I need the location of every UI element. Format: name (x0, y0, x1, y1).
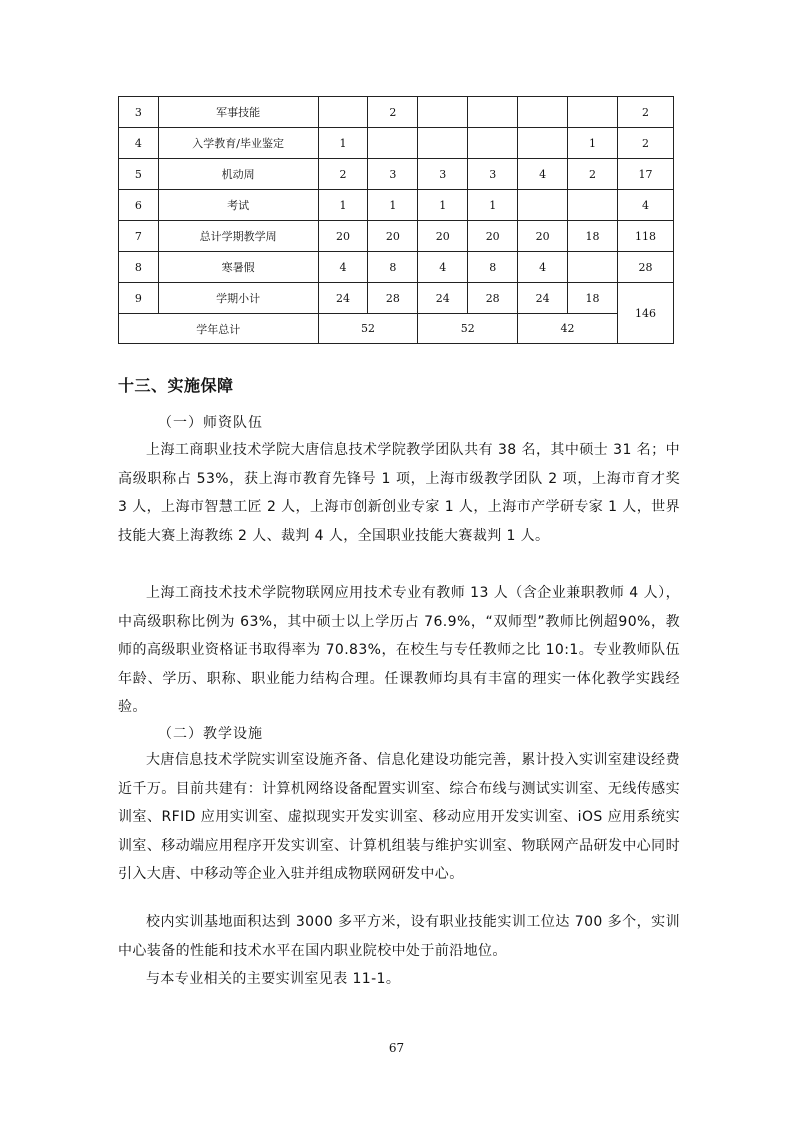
row-item: 机动周 (158, 159, 318, 190)
row-number: 6 (119, 190, 159, 221)
year-total-row (119, 314, 674, 344)
semester-cell: 20 (418, 221, 468, 252)
row-total: 118 (617, 221, 673, 252)
semester-cell: 18 (568, 283, 618, 314)
year-total-cell: 52 (318, 314, 418, 344)
year-total-label: 学年总计 (119, 314, 319, 344)
semester-cell: 3 (468, 159, 518, 190)
row-number: 9 (119, 283, 159, 314)
subsection-title-facilities: （二）教学设施 (158, 726, 263, 742)
semester-cell: 1 (318, 128, 368, 159)
semester-cell (568, 97, 618, 128)
semester-cell: 20 (468, 221, 518, 252)
semester-cell (418, 97, 468, 128)
semester-cell (468, 128, 518, 159)
paragraph-lab-table-ref: 与本专业相关的主要实训室见表 11-1。 (146, 971, 401, 987)
semester-cell (468, 97, 518, 128)
semester-cell: 3 (368, 159, 418, 190)
semester-cell: 1 (368, 190, 418, 221)
row-item: 总计学期教学周 (158, 221, 318, 252)
semester-cell: 28 (468, 283, 518, 314)
row-item: 考试 (158, 190, 318, 221)
semester-cell: 24 (518, 283, 568, 314)
semester-cell: 18 (568, 221, 618, 252)
semester-cell: 2 (318, 159, 368, 190)
row-total: 28 (617, 252, 673, 283)
semester-cell: 8 (368, 252, 418, 283)
table-row (119, 97, 674, 128)
year-total-cell: 42 (518, 314, 618, 344)
semester-cell: 4 (518, 252, 568, 283)
year-total-cell: 52 (418, 314, 518, 344)
paragraph-training-base: 校内实训基地面积达到 3000 多平方米，设有职业技能实训工位达 700 多个，实训中心装备的性能和技术水平在国内职业院校中处于前沿地位。 (118, 914, 680, 959)
row-number: 8 (119, 252, 159, 283)
semester-cell (518, 97, 568, 128)
semester-cell (568, 252, 618, 283)
row-total: 17 (617, 159, 673, 190)
semester-cell: 28 (368, 283, 418, 314)
semester-cell: 4 (318, 252, 368, 283)
row-total: 4 (617, 190, 673, 221)
table-row (119, 221, 674, 252)
semester-cell: 20 (368, 221, 418, 252)
teaching-schedule-table (118, 96, 674, 344)
semester-cell: 20 (518, 221, 568, 252)
section-title: 十三、实施保障 (118, 376, 234, 395)
table-row (119, 283, 674, 314)
semester-cell: 1 (568, 128, 618, 159)
semester-cell: 2 (368, 97, 418, 128)
table-row (119, 190, 674, 221)
semester-cell: 1 (318, 190, 368, 221)
semester-cell: 4 (418, 252, 468, 283)
paragraph-faculty-team: 上海工商职业技术学院大唐信息技术学院教学团队共有 38 名，其中硕士 31 名；中高级职称占 53%，获上海市教育先锋号 1 项，上海市级教学团队 2 项，上海市育才奖 3 人，上海市智慧工匠 2 人，上海市创新创业专家 1 人，上海市产学研专家 1 人，世界技能大赛上海教练 2 人、裁判 4 人，全国职业技能大赛裁判 1 人。 (118, 442, 680, 544)
row-item: 入学教育/毕业鉴定 (158, 128, 318, 159)
paragraph-labs: 大唐信息技术学院实训室设施齐备、信息化建设功能完善，累计投入实训室建设经费近千万。目前共建有：计算机网络设备配置实训室、综合布线与测试实训室、无线传感实训室、RFID 应用实训室、虚拟现实开发实训室、移动应用开发实训室、iOS 应用系统实训室、移动端应用程序开发实训室、计算机组装与维护实训室、物联网产品研发中心同时引入大唐、中移动等企业入驻并组成物联网研发中心。 (118, 752, 680, 883)
semester-cell (518, 190, 568, 221)
semester-cell: 3 (418, 159, 468, 190)
semester-cell: 1 (468, 190, 518, 221)
semester-cell: 24 (318, 283, 368, 314)
semester-cell: 1 (418, 190, 468, 221)
semester-cell: 8 (468, 252, 518, 283)
subsection-title-faculty: （一）师资队伍 (158, 415, 263, 431)
table-row (119, 252, 674, 283)
semester-cell: 20 (318, 221, 368, 252)
table-row (119, 159, 674, 190)
row-item: 寒暑假 (158, 252, 318, 283)
table-row (119, 128, 674, 159)
grand-total: 146 (617, 283, 673, 344)
row-number: 5 (119, 159, 159, 190)
row-item: 军事技能 (158, 97, 318, 128)
semester-cell: 4 (518, 159, 568, 190)
row-number: 3 (119, 97, 159, 128)
semester-cell (518, 128, 568, 159)
semester-cell (568, 190, 618, 221)
row-total: 2 (617, 97, 673, 128)
paragraph-iot-faculty: 上海工商技术技术学院物联网应用技术专业有教师 13 人（含企业兼职教师 4 人），中高级职称比例为 63%，其中硕士以上学历占 76.9%，“双师型”教师比例超90%，教师的高级职业资格证书取得率为 70.83%，在校生与专任教师之比 10:1。专业教师队伍年龄、学历、职称、职业能力结构合理。任课教师均具有丰富的理实一体化教学实践经验。 (118, 585, 680, 716)
page-number: 67 (388, 1041, 405, 1055)
semester-cell: 2 (568, 159, 618, 190)
semester-cell (318, 97, 368, 128)
semester-cell (418, 128, 468, 159)
row-number: 7 (119, 221, 159, 252)
semester-cell (368, 128, 418, 159)
row-total: 2 (617, 128, 673, 159)
row-number: 4 (119, 128, 159, 159)
semester-cell: 24 (418, 283, 468, 314)
row-item: 学期小计 (158, 283, 318, 314)
